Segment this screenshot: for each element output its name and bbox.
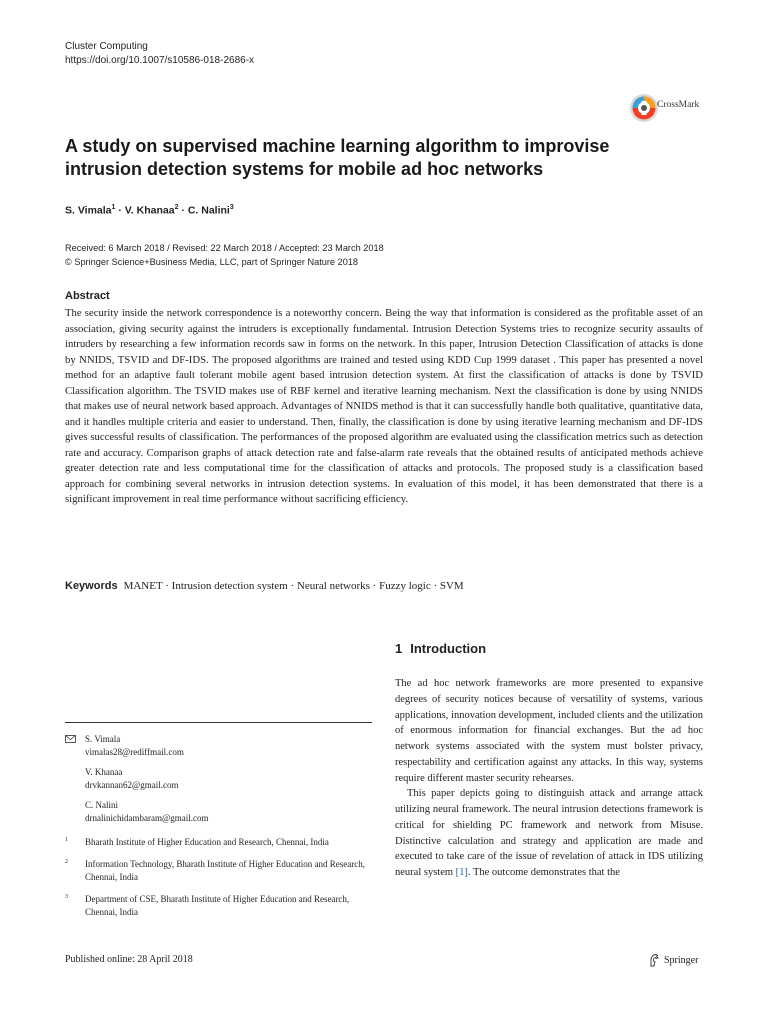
affiliations bbox=[65, 836, 372, 928]
author-name: V. Khanaa bbox=[124, 204, 175, 217]
author-contacts bbox=[65, 733, 372, 832]
author-list: S. Vimala$^1$ · V. Khanaa$^2$ · C. Nalini$^3$ bbox=[65, 204, 234, 217]
author-affil-ref: 1 bbox=[111, 204, 116, 211]
received-dates: Received: 6 March 2018 / Revised: 22 March 2018 / Accepted: 23 March 2018 bbox=[65, 243, 384, 253]
affiliation-number: 2 bbox=[65, 859, 68, 865]
affiliation-text: Information Technology, Bharath Institute of Higher Education and Research, Chennai, India bbox=[85, 859, 366, 882]
affiliation-item bbox=[65, 858, 372, 884]
introduction-body bbox=[395, 676, 703, 881]
crossmark-label: CrossMark bbox=[657, 100, 700, 110]
citation-link[interactable]: [1] bbox=[455, 867, 468, 878]
contact-name: C. Nalini bbox=[85, 800, 118, 810]
contact-email[interactable]: drnalinichidambaram@gmail.com bbox=[85, 813, 209, 823]
journal-header bbox=[65, 40, 254, 68]
abstract-heading: Abstract bbox=[65, 290, 110, 302]
contact-name: S. Vimala bbox=[85, 734, 121, 744]
publisher-name: Springer bbox=[664, 954, 699, 966]
intro-text: . The outcome demonstrates that the bbox=[467, 867, 620, 878]
journal-name: Cluster Computing bbox=[65, 41, 148, 52]
copyright-line: © Springer Science+Business Media, LLC, part of Springer Nature 2018 bbox=[65, 257, 359, 267]
affiliation-text: Bharath Institute of Higher Education and Research, Chennai, India bbox=[85, 837, 329, 847]
author-affil-ref: 3 bbox=[229, 204, 234, 211]
doi-link[interactable]: https://doi.org/10.1007/s10586-018-2686-x bbox=[65, 55, 255, 66]
footnote-divider bbox=[65, 722, 372, 723]
section-heading-introduction bbox=[395, 641, 486, 656]
keywords-list: MANET · Intrusion detection system · Neural networks · Fuzzy logic · SVM bbox=[123, 580, 464, 592]
affiliation-number: 3 bbox=[65, 894, 68, 900]
envelope-icon bbox=[65, 735, 76, 743]
paper-title: A study on supervised machine learning algorithm to improvise intrusion detection systems for mobile ad hoc networks bbox=[65, 136, 610, 179]
section-number: 1 bbox=[395, 641, 403, 656]
contact-entry bbox=[65, 766, 372, 792]
affiliation-number: 1 bbox=[65, 837, 68, 843]
contact-email[interactable]: drvkannan62@gmail.com bbox=[85, 780, 179, 790]
contact-name: V. Khanaa bbox=[85, 767, 123, 777]
intro-paragraph: The ad hoc network frameworks are more presented to expansive degrees of security notices because of versatility of systems, various applications, innovation development, included clients and the utilization of enormous information for financial exchanges. But the ad hoc network systems associated with the system must bolster privacy, respectability and certification against any attacks. In this way, systems require different master security rehearses. bbox=[395, 678, 703, 784]
springer-horse-icon bbox=[648, 953, 660, 967]
affiliation-item bbox=[65, 836, 372, 849]
author-name: C. Nalini bbox=[187, 204, 230, 217]
author-name: S. Vimala bbox=[65, 204, 112, 217]
section-title: Introduction bbox=[410, 641, 487, 656]
contact-entry bbox=[65, 733, 372, 759]
abstract-text: The security inside the network correspondence is a noteworthy concern. Being the way that information is considered as the profitable asset of an association, giving security against the intruders is exceptionally fundamental. Intrusion Detection Systems tries to recognize security assaults of intruders by researching a few information records saw in forms on the network. In this paper, Intrusion Detection Classification of attacks is done by NNIDS, TSVID and DF-IDS. The proposed algorithms are trained and tested using KDD Cup 1999 dataset . This paper has presented a novel method for an adaptive fault tolerant mobile agent based intrusion detection system. At first the classification of attacks is done by TSVID Classification algorithm. The TSVID makes use of RBF kernel and iterative learning mechanism. Next the classification is done by using NNIDS that makes use of neural network based approach. Advantages of NNIDS method is that it can successfully handle both qualitative, quantitative data, and it handles multiple criteria and easier to understand. Then, finally, the classification is done by using iterative learning mechanism and DF-IDS gives successful results of classification. The performances of the proposed algorithm are evaluated using the classification metrics such as detection rate and accuracy. Comparison graphs of attack detection rate and false-alarm rate reveals that the obtained results of anticipated methods achieve greater detection rate and less computational time for the classification of attacks and protocols. The proposed study is a classification based approach for combining several networks in intrusion detection systems. In evaluation of this model, it has been demonstrated that there is a significant improvement in real time performance without sacrificing efficiency. bbox=[65, 307, 703, 505]
intro-paragraph bbox=[395, 786, 703, 881]
affiliation-text: Department of CSE, Bharath Institute of Higher Education and Research, Chennai, India bbox=[85, 894, 350, 917]
publisher-mark bbox=[648, 953, 698, 967]
contact-entry bbox=[65, 799, 372, 825]
intro-text: This paper depicts going to distinguish attack and arrange attack utilizing neural framework. The neural intrusion detections framework is critical for shielding PC framework and network from Misuse. Distinctive calculation and strategy and application are made and executed to take care of the issue of revelation of attack in IDS utilizing neural system bbox=[395, 788, 703, 878]
contact-email[interactable]: vimalas28@rediffmail.com bbox=[85, 747, 184, 757]
published-online-date: Published online: 28 April 2018 bbox=[65, 954, 193, 965]
affiliation-item bbox=[65, 893, 372, 919]
keywords-line bbox=[65, 580, 464, 592]
author-affil-ref: 2 bbox=[174, 204, 179, 211]
publication-dates bbox=[65, 241, 384, 269]
keywords-label: Keywords bbox=[65, 580, 118, 592]
